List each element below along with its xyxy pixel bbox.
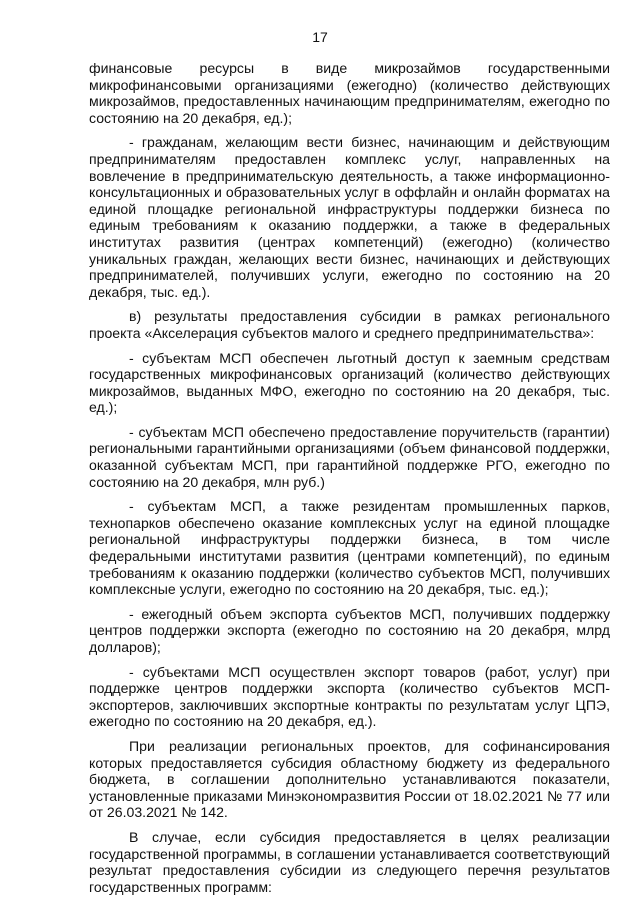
paragraph-2: - гражданам, желающим вести бизнес, начинающим и действующим предпринимателям предоставлен комплекс услуг, направленных на вовлечение в предпринимательскую деятельность, а также информационно-консультационных и образовательных услуг в оффлайн и онлайн форматах на единой площадке региональной инфраструктуры поддержки бизнеса по единым требованиям к оказанию поддержки, а также в федеральных институтах развития (центрах компетенций) (ежегодно) (количество уникальных граждан, желающих вести бизнес, начинающих и действующих предпринимателей, получивших услуги, ежегодно по состоянию на 20 декабря, тыс. ед.). [89,134,610,300]
paragraph-10: В случае, если субсидия предоставляется в целях реализации государственной программы, в соглашении устанавливается соответствующий результат предоставления субсидии из следующего перечня результатов государственных программ: [89,828,610,895]
paragraph-9: При реализации региональных проектов, для софинансирования которых предоставляется субсидия областному бюджету из федерального бюджета, в соглашении дополнительно устанавливаются показатели, установленные приказами Минэкономразвития России от 18.02.2021 № 77 или от 26.03.2021 № 142. [89,737,610,821]
paragraph-1: финансовые ресурсы в виде микрозаймов государственными микрофинансовыми организациями (ежегодно) (количество действующих микрозаймов, предоставленных начинающим предпринимателям, ежегодно по состоянию на 20 декабря, ед.); [89,60,610,126]
page-number: 17 [312,29,328,45]
paragraph-7: - ежегодный объем экспорта субъектов МСП, получивших поддержку центров поддержки экспорта (ежегодно по состоянию на 20 декабря, млрд долларов); [89,605,610,655]
paragraph-6: - субъектам МСП, а также резидентам промышленных парков, технопарков обеспечено оказание комплексных услуг на единой площадке региональной инфраструктуры поддержки бизнеса, в том числе федеральными институтами развития (центрами компетенций), по единым требованиям к оказанию поддержки (количество субъектов МСП, получивших комплексные услуги, ежегодно по состоянию на 20 декабря, тыс. ед.); [89,498,610,598]
paragraph-3: в) результаты предоставления субсидии в рамках регионального проекта «Акселерация субъектов малого и среднего предпринимательства»: [89,308,610,341]
document-body [89,60,610,903]
paragraph-5: - субъектам МСП обеспечено предоставление поручительств (гарантии) региональными гарантийными организациями (объем финансовой поддержки, оказанной субъектам МСП, при гарантийной поддержке РГО, ежегодно по состоянию на 20 декабря, млн руб.) [89,423,610,490]
paragraph-4: - субъектам МСП обеспечен льготный доступ к заемным средствам государственных микрофинансовых организаций (количество действующих микрозаймов, выданных МФО, ежегодно по состоянию на 20 декабря, тыс. ед.); [89,349,610,416]
paragraph-8: - субъектами МСП осуществлен экспорт товаров (работ, услуг) при поддержке центров поддержки экспорта (количество субъектов МСП-экспортеров, заключивших экспортные контракты по результатам услуг ЦПЭ, ежегодно по состоянию на 20 декабря, ед.). [89,663,610,730]
